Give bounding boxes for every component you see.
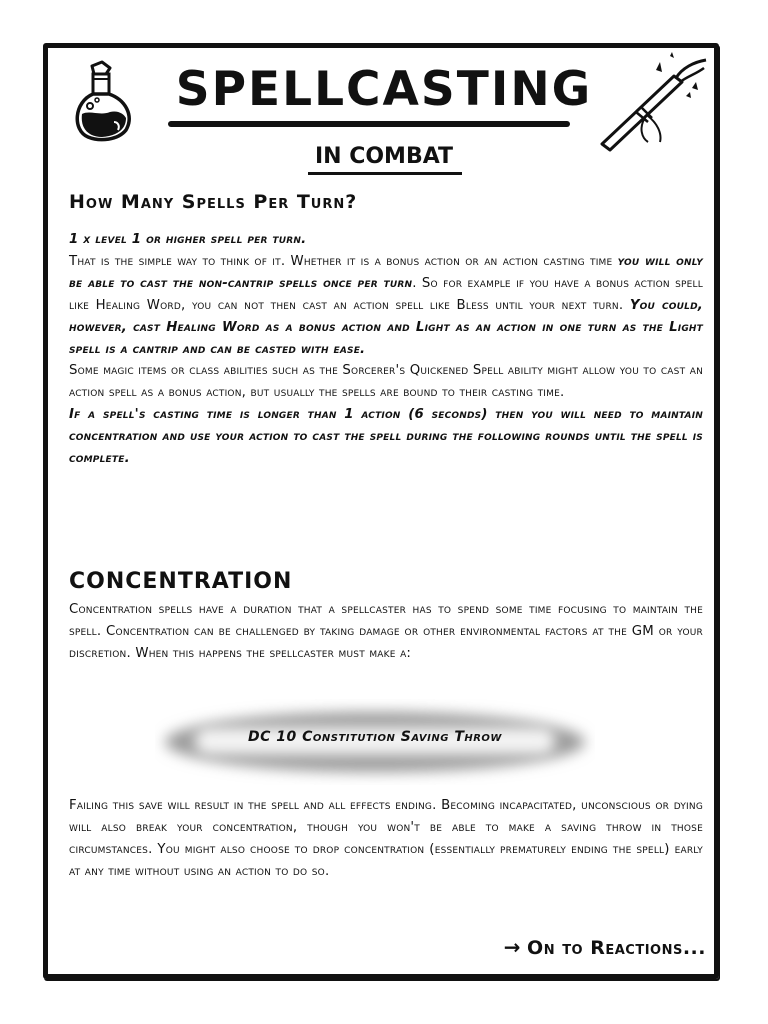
- next-section-label: On to Reactions...: [527, 937, 706, 959]
- page-subtitle: IN COMBAT: [314, 144, 454, 169]
- section-body-spells-per-turn: [69, 229, 703, 470]
- subtitle-underline: [308, 172, 462, 175]
- emphasis-text: If a spell's casting time is longer than 1 action (6 seconds) then you will need to maintain concentration and use your action to cast the spell during the following rounds until the spell is complete.: [69, 407, 703, 467]
- paragraph-text: Concentration spells have a duration that a spellcaster has to spend some time focusing to maintain the spell. Concentration can be challenged by taking damage or other environmental factors at the GM or your discretion. When this happens the spellcaster must make a:: [69, 602, 703, 661]
- next-section-link[interactable]: [504, 935, 706, 959]
- paragraph-text: . So for example if you have a bonus action spell like Healing Word, you can not then cast an action spell like Bless until your next turn.: [69, 275, 703, 313]
- section-body-concentration: [69, 599, 703, 665]
- saving-throw-callout: [155, 699, 595, 785]
- callout-text: DC 10 Constitution Saving Throw: [248, 729, 502, 745]
- paragraph-text: That is the simple way to think of it. Whether it is a bonus action or an action casting time: [69, 253, 618, 269]
- paragraph-text: Some magic items or class abilities such as the Sorcerer's Quickened Spell ability might allow you to cast an action spell as a bonus action, but usually the spells are bound to their casting time.: [69, 363, 703, 401]
- arrow-right-icon: →: [503, 935, 522, 959]
- emphasis-text: you will only be able to cast the non-cantrip spells once per turn: [69, 253, 703, 291]
- lead-text: 1 x level 1 or higher spell per turn.: [69, 232, 307, 247]
- emphasis-text: You could, however, cast Healing Word as a bonus action and Light as an action in one turn as the Light spell is a cantrip and can be casted with ease.: [69, 297, 703, 357]
- section-heading-concentration: CONCENTRATION: [69, 569, 293, 594]
- section-body-concentration-2: [69, 795, 703, 883]
- page-title: SPELLCASTING: [175, 62, 593, 117]
- section-heading-spells-per-turn: How Many Spells Per Turn?: [69, 191, 358, 213]
- paragraph-text: Failing this save will result in the spell and all effects ending. Becoming incapacitated, unconscious or dying will also break your concentration, though you won't be able to make a saving throw in those circumstances. You might also choose to drop concentration (essentially prematurely ending the spell) early at any time without using an action to do so.: [69, 798, 703, 879]
- title-underline: [168, 121, 570, 127]
